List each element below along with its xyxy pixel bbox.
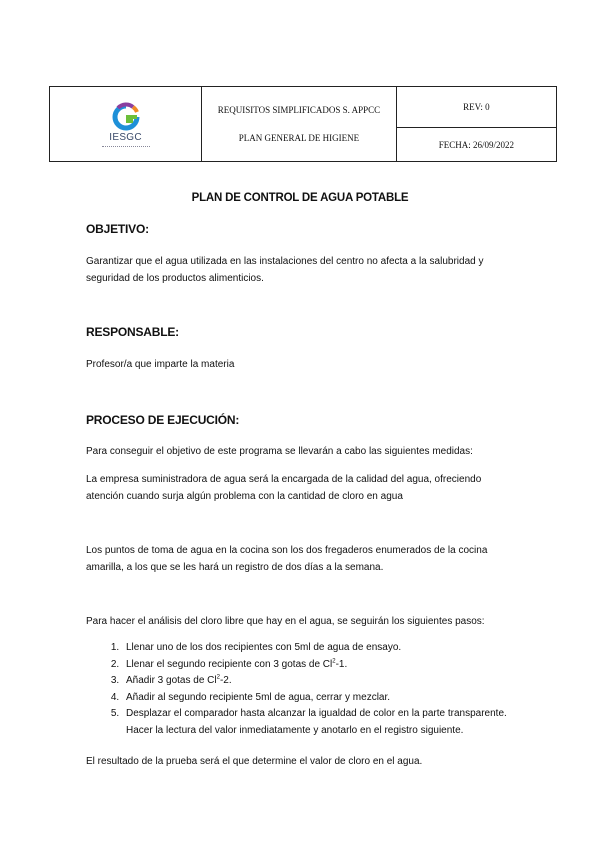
proceso-intro: Para conseguir el objetivo de este programa se llevarán a cabo las siguientes medidas:	[86, 446, 473, 457]
step-text: -1.	[335, 658, 348, 670]
proceso-heading: PROCESO DE EJECUCIÓN:	[86, 413, 240, 427]
document-header	[49, 86, 557, 162]
result-text: El resultado de la prueba será el que determine el valor de cloro en el agua.	[86, 756, 423, 767]
date-cell	[396, 128, 556, 162]
step-text: Llenar uno de los dos recipientes con 5ml de agua de ensayo.	[126, 642, 402, 653]
list-item	[122, 706, 572, 739]
step-text: Añadir al segundo recipiente 5ml de agua, cerrar y mezclar.	[126, 691, 391, 703]
paragraph-line: atención cuando surja algún problema con la cantidad de cloro en agua	[86, 491, 403, 502]
plan-name: PLAN GENERAL DE HIGIENE	[238, 133, 360, 143]
school-logo	[102, 102, 150, 149]
proceso-paragraph-3: Para hacer el análisis del cloro libre que hay en el agua, se seguirán los siguientes pasos:	[86, 616, 485, 627]
paragraph-line: La empresa suministradora de agua será la encargada de la calidad del agua, ofreciendo	[86, 474, 482, 485]
step-text: 5. Desplazar el comparador hasta alcanzar la igualdad de color en la parte transparente.	[126, 708, 507, 719]
step-text: -2.	[219, 675, 232, 686]
step-superscript: 2	[216, 674, 220, 681]
date: FECHA: 26/09/2022	[438, 139, 514, 150]
list-item	[122, 690, 572, 707]
logo-underline	[102, 146, 150, 149]
step-superscript: 2	[332, 658, 336, 665]
objetivo-heading: OBJETIVO:	[86, 222, 149, 236]
step-text: Llenar el segundo recipiente con 3 gotas de Cl	[126, 658, 333, 670]
proceso-paragraph-1	[86, 471, 536, 505]
list-item	[122, 657, 572, 674]
objetivo-line: Garantizar que el agua utilizada en las instalaciones del centro no afecta a la salubridad y	[86, 256, 484, 267]
step-text: Hacer la lectura del valor inmediatamente y anotarlo en el registro siguiente.	[126, 724, 464, 736]
plan-info-cell	[202, 87, 397, 162]
revision: REV: 0	[463, 102, 490, 112]
step-text: Añadir 3 gotas de Cl	[126, 675, 217, 686]
page-title: PLAN DE CONTROL DE AGUA POTABLE	[191, 192, 409, 204]
responsable-heading: RESPONSABLE:	[86, 325, 179, 339]
steps-list	[86, 640, 572, 739]
responsable-text: Profesor/a que imparte la materia	[86, 359, 235, 370]
paragraph-line: Los puntos de toma de agua en la cocina son los dos fregaderos enumerados de la cocina	[86, 545, 488, 556]
list-item	[122, 640, 572, 657]
paragraph-line: amarilla, a los que se les hará un registro de dos días a la semana.	[86, 562, 384, 573]
list-item	[122, 673, 572, 690]
doc-type: REQUISITOS SIMPLIFICADOS S. APPCC	[217, 105, 381, 115]
logo-cell	[50, 87, 202, 162]
revision-cell	[396, 87, 556, 128]
proceso-paragraph-2	[86, 542, 536, 576]
logo-text: IESGC	[109, 131, 142, 143]
objetivo-text	[86, 253, 536, 287]
logo-g-icon	[109, 102, 143, 132]
objetivo-line: seguridad de los productos alimenticios.	[86, 273, 264, 284]
